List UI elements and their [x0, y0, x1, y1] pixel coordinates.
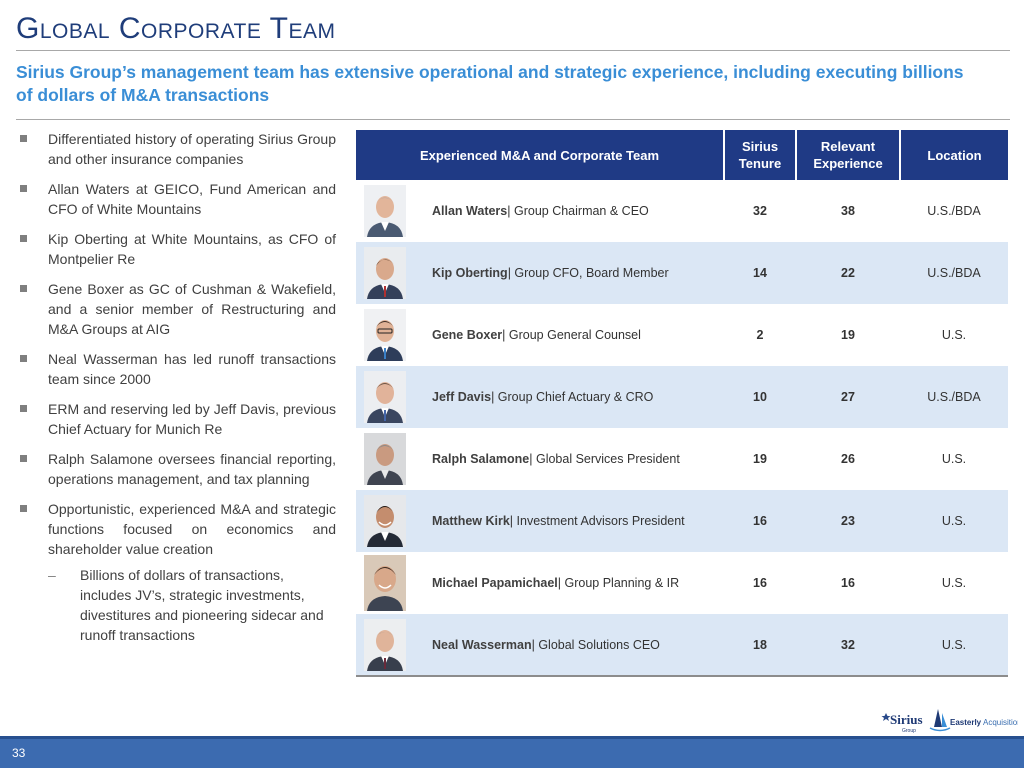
- member-name: Allan Waters: [432, 204, 508, 218]
- title-divider: [16, 50, 1010, 51]
- experience-cell: 27: [796, 366, 900, 428]
- tenure-cell: 32: [753, 204, 767, 218]
- member-name-cell: [414, 180, 724, 242]
- bullet-item: [20, 279, 336, 339]
- member-name-cell: [414, 490, 724, 552]
- tenure-cell: 16: [724, 490, 796, 552]
- photo-cell: [356, 242, 414, 304]
- page-number: 33: [12, 746, 26, 760]
- experience-cell: 23: [796, 490, 900, 552]
- portrait-photo: [364, 433, 406, 485]
- photo-cell: [356, 304, 414, 366]
- bullet-text: ERM and reserving led by Jeff Davis, previous Chief Actuary for Munich Re: [48, 401, 336, 437]
- member-name-cell: [414, 366, 724, 428]
- experience-cell: 26: [841, 452, 855, 466]
- member-role: | Global Solutions CEO: [531, 637, 660, 652]
- member-role: | Group Chairman & CEO: [507, 204, 649, 218]
- member-name: Gene Boxer: [432, 328, 503, 342]
- bullet-list: [20, 129, 336, 645]
- bullet-text: Allan Waters at GEICO, Fund American and CFO of White Mountains: [48, 181, 336, 217]
- square-bullet-icon: [20, 455, 27, 462]
- bullet-text: Kip Oberting at White Mountains, as CFO of Montpelier Re: [48, 231, 336, 267]
- subtitle-divider: [16, 119, 1010, 120]
- bullet-text: Differentiated history of operating Sirius Group and other insurance companies: [48, 131, 336, 167]
- portrait-photo: [364, 619, 406, 671]
- member-role: | Group Planning & IR: [557, 576, 680, 590]
- bullet-item: [20, 399, 336, 439]
- member-name-cell: [414, 242, 724, 304]
- member-role: | Group CFO, Board Member: [507, 266, 669, 280]
- square-bullet-icon: [20, 285, 27, 292]
- member-role: | Group General Counsel: [502, 328, 641, 342]
- portrait-photo: [364, 555, 406, 611]
- experience-cell: 32: [796, 614, 900, 676]
- col-header-team: Experienced M&A and Corporate Team: [356, 130, 724, 180]
- member-name-cell: [414, 614, 724, 676]
- footer-bar: [0, 736, 1024, 768]
- team-table: [356, 130, 1008, 677]
- bullet-item: [20, 129, 336, 169]
- member-name: Matthew Kirk: [432, 514, 510, 528]
- table-row: [356, 304, 1008, 366]
- bullet-item: [20, 449, 336, 489]
- square-bullet-icon: [20, 405, 27, 412]
- tenure-cell: 18: [724, 614, 796, 676]
- square-bullet-icon: [20, 185, 27, 192]
- col-header-location: Location: [900, 130, 1008, 180]
- bullet-item: [20, 349, 336, 389]
- table-row: [356, 180, 1008, 242]
- tenure-cell: 10: [724, 366, 796, 428]
- bullet-item: [20, 229, 336, 269]
- member-name-cell: [414, 552, 724, 614]
- bullet-text: Gene Boxer as GC of Cushman & Wakefield, and a senior member of Restructuring and M&A Groups at AIG: [48, 281, 336, 337]
- sub-bullet-item: [20, 565, 336, 645]
- tenure-cell: 16: [753, 576, 767, 590]
- location-cell: U.S.: [941, 328, 967, 342]
- member-name: Neal Wasserman: [432, 637, 532, 652]
- member-name: Michael Papamichael: [432, 576, 558, 590]
- col-header-experience: [796, 130, 900, 180]
- tenure-header-line2: Tenure: [738, 156, 782, 171]
- tenure-cell: 14: [724, 242, 796, 304]
- easterly-logo-text-bold: Easterly: [950, 718, 982, 727]
- bullet-item: [20, 179, 336, 219]
- member-name: Ralph Salamone: [432, 452, 530, 466]
- dash-bullet-icon: –: [48, 567, 56, 583]
- page-title: Global Corporate Team: [16, 12, 336, 45]
- table-row: [356, 242, 1008, 304]
- bullet-item: [20, 499, 336, 559]
- bullet-text: Neal Wasserman has led runoff transactions team since 2000: [48, 351, 336, 387]
- sub-bullet-text: Billions of dollars of transactions, includes JV’s, strategic investments, divestitures and pioneering sidecar and runoff transactions: [80, 567, 324, 643]
- sirius-logo-icon: [870, 705, 1018, 735]
- experience-cell: 19: [841, 328, 855, 342]
- table-header-row: [356, 130, 1008, 180]
- photo-cell: [356, 428, 414, 490]
- experience-cell: 16: [841, 576, 855, 590]
- portrait-photo: [364, 309, 406, 361]
- footer-stripe: [0, 736, 1024, 739]
- member-role: | Investment Advisors President: [509, 514, 685, 528]
- location-cell: U.S.: [900, 490, 1008, 552]
- photo-cell: [356, 552, 414, 614]
- member-role: | Group Chief Actuary & CRO: [491, 390, 654, 404]
- table-row: [356, 366, 1008, 428]
- member-name-cell: [414, 428, 724, 490]
- company-logos: [870, 705, 1018, 735]
- sirius-logo-subtext: Group: [902, 728, 916, 734]
- location-cell: U.S./BDA: [900, 366, 1008, 428]
- experience-header-line1: Relevant: [820, 139, 876, 154]
- col-header-tenure: [724, 130, 796, 180]
- location-cell: U.S.: [900, 614, 1008, 676]
- page-subtitle: Sirius Group’s management team has extensive operational and strategic experience, including executing billions of dollars of M&A transactions: [16, 62, 964, 105]
- photo-cell: [356, 366, 414, 428]
- tenure-cell: 2: [756, 328, 764, 342]
- experience-cell: 22: [796, 242, 900, 304]
- square-bullet-icon: [20, 505, 27, 512]
- portrait-photo: [364, 371, 406, 423]
- easterly-logo-text: Acquisition: [983, 718, 1018, 727]
- tenure-cell: 19: [753, 452, 767, 466]
- photo-cell: [356, 614, 414, 676]
- portrait-photo: [364, 185, 406, 237]
- photo-cell: [356, 490, 414, 552]
- location-cell: U.S.: [941, 452, 967, 466]
- location-cell: U.S.: [941, 576, 967, 590]
- member-name: Jeff Davis: [432, 390, 492, 404]
- table-row: [356, 552, 1008, 614]
- table-row: [356, 614, 1008, 676]
- member-name: Kip Oberting: [432, 266, 508, 280]
- square-bullet-icon: [20, 355, 27, 362]
- experience-cell: 38: [841, 204, 855, 218]
- location-cell: U.S./BDA: [900, 242, 1008, 304]
- table-row: [356, 428, 1008, 490]
- square-bullet-icon: [20, 235, 27, 242]
- portrait-photo: [364, 247, 406, 299]
- location-cell: U.S./BDA: [927, 204, 981, 218]
- tenure-header-line1: Sirius: [741, 139, 779, 154]
- square-bullet-icon: [20, 135, 27, 142]
- experience-header-line2: Experience: [813, 156, 883, 171]
- member-role: | Global Services President: [529, 452, 680, 466]
- bullet-text: Ralph Salamone oversees financial reporting, operations management, and tax planning: [48, 451, 336, 487]
- sirius-logo-text: Sirius: [890, 712, 923, 727]
- table-row: [356, 490, 1008, 552]
- member-name-cell: [414, 304, 724, 366]
- bullet-text: Opportunistic, experienced M&A and strategic functions focused on economics and shareholder value creation: [48, 501, 336, 557]
- photo-cell: [356, 180, 414, 242]
- portrait-photo: [364, 495, 406, 547]
